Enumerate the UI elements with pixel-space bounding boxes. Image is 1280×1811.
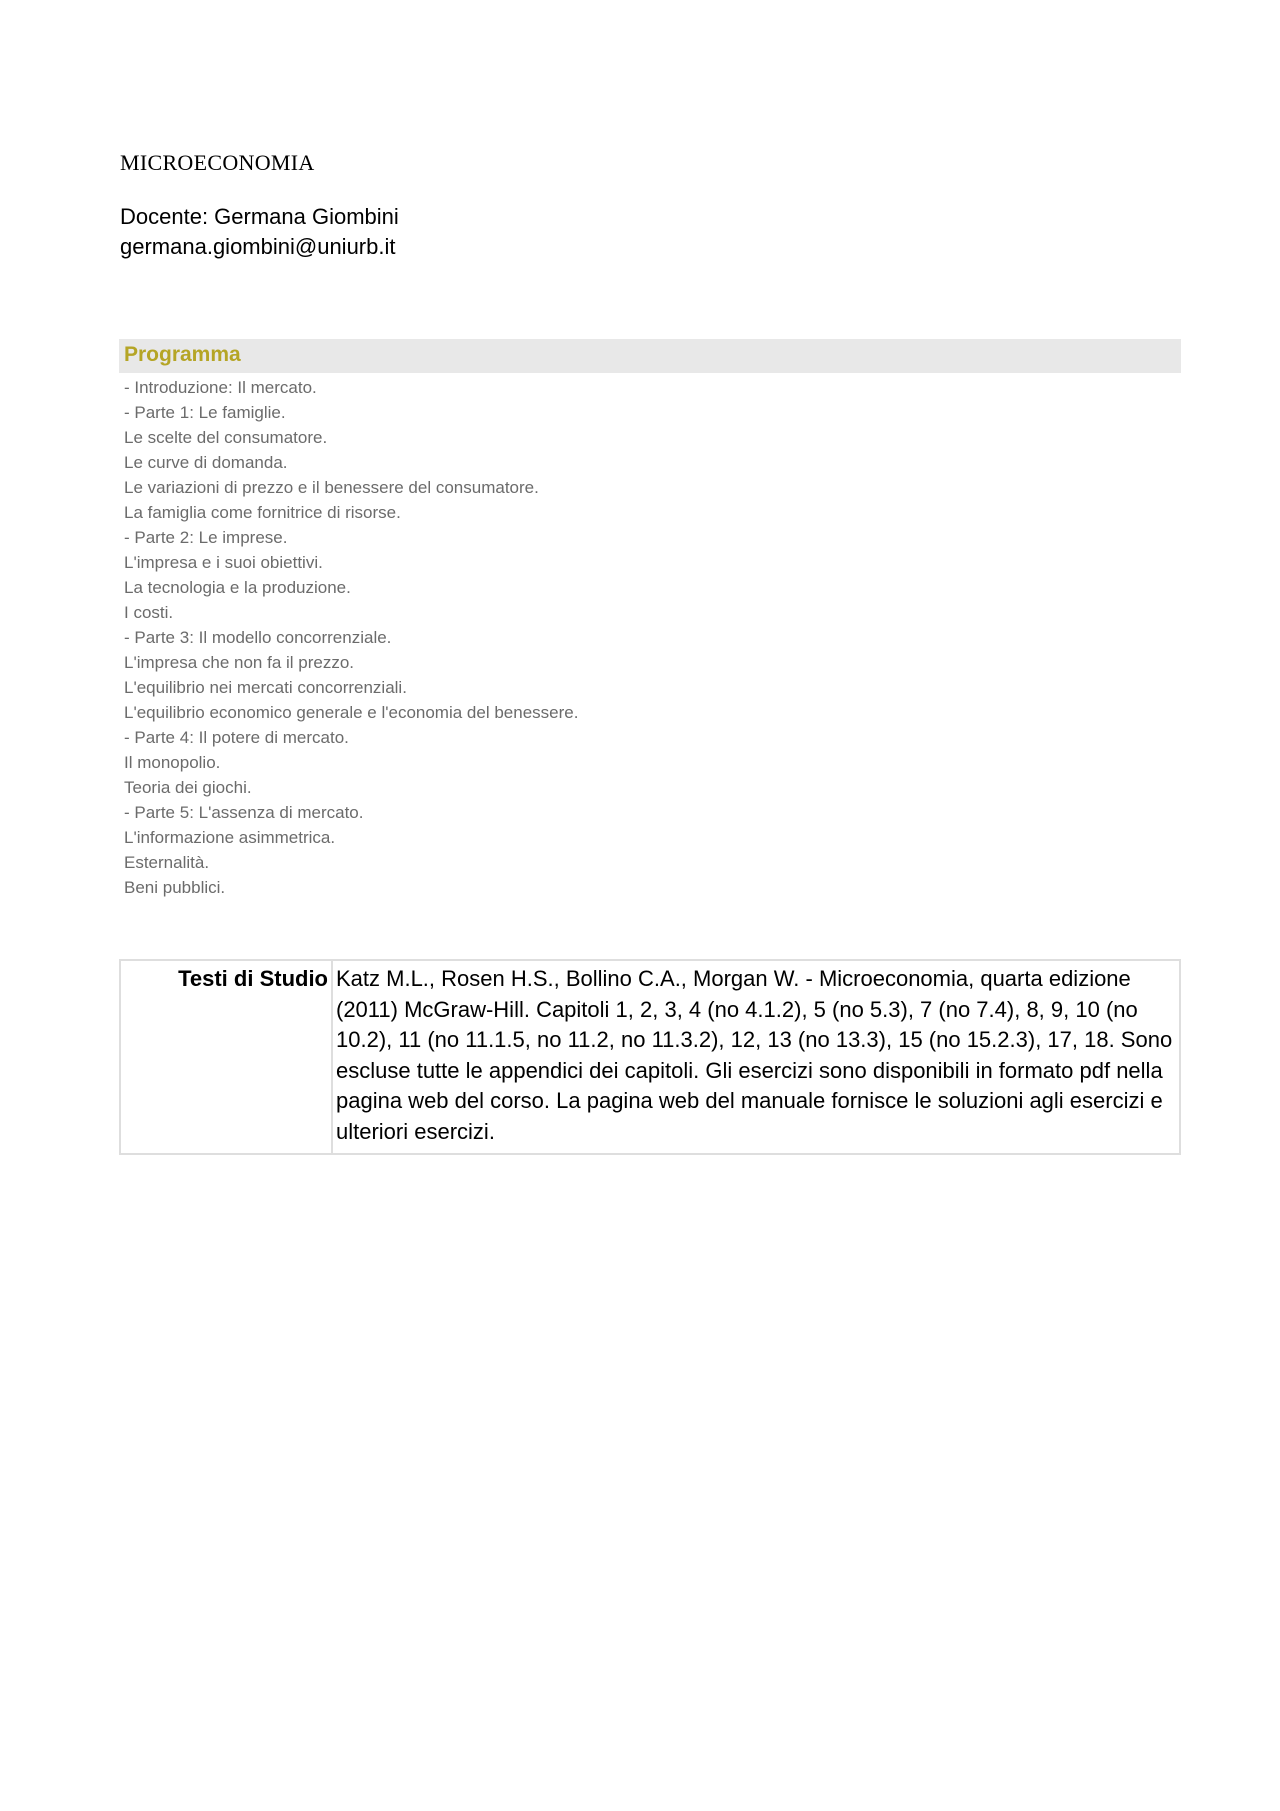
program-item: - Parte 4: Il potere di mercato.: [124, 728, 349, 747]
study-texts-label: Testi di Studio: [120, 960, 332, 1154]
program-item: L'impresa e i suoi obiettivi.: [124, 553, 323, 572]
program-item: I costi.: [124, 603, 174, 622]
program-list: [124, 375, 578, 900]
program-item: Il monopolio.: [124, 753, 221, 772]
teacher-info: [120, 202, 399, 262]
program-item: L'equilibrio nei mercati concorrenziali.: [124, 678, 407, 697]
program-item: - Parte 2: Le imprese.: [124, 528, 288, 547]
program-header: [119, 339, 1181, 373]
program-item: Teoria dei giochi.: [124, 778, 252, 797]
program-item: - Parte 1: Le famiglie.: [124, 403, 286, 422]
program-item: La tecnologia e la produzione.: [124, 578, 351, 597]
program-item: - Parte 3: Il modello concorrenziale.: [124, 628, 392, 647]
program-heading: Programma: [124, 343, 241, 366]
study-texts-content: Katz M.L., Rosen H.S., Bollino C.A., Morgan W. - Microeconomia, quarta edizione (2011) McGraw-Hill. Capitoli 1, 2, 3, 4 (no 4.1.2), 5 (no 5.3), 7 (no 7.4), 8, 9, 10 (no 10.2), 11 (no 11.1.5, no 11.2, no 11.3.2), 12, 13 (no 13.3), 15 (no 15.2.3), 17, 18. Sono escluse tutte le appendici dei capitoli. Gli esercizi sono disponibili in formato pdf nella pagina web del corso. La pagina web del manuale fornisce le soluzioni agli esercizi e ulteriori esercizi.: [332, 960, 1180, 1154]
program-item: Esternalità.: [124, 853, 210, 872]
study-texts-row: [120, 960, 1180, 1154]
program-item: Beni pubblici.: [124, 878, 226, 897]
program-item: Le curve di domanda.: [124, 453, 288, 472]
program-item: - Parte 5: L'assenza di mercato.: [124, 803, 364, 822]
teacher-email: germana.giombini@uniurb.it: [120, 234, 396, 259]
program-item: L'equilibrio economico generale e l'economia del benessere.: [124, 703, 579, 722]
program-item: L'impresa che non fa il prezzo.: [124, 653, 355, 672]
study-texts-table: [119, 959, 1181, 1155]
program-item: Le variazioni di prezzo e il benessere del consumatore.: [124, 478, 539, 497]
program-item: Le scelte del consumatore.: [124, 428, 328, 447]
teacher-name: Docente: Germana Giombini: [120, 204, 399, 229]
program-item: L'informazione asimmetrica.: [124, 828, 336, 847]
program-item: - Introduzione: Il mercato.: [124, 378, 317, 397]
course-title: MICROECONOMIA: [120, 150, 315, 175]
program-item: La famiglia come fornitrice di risorse.: [124, 503, 401, 522]
